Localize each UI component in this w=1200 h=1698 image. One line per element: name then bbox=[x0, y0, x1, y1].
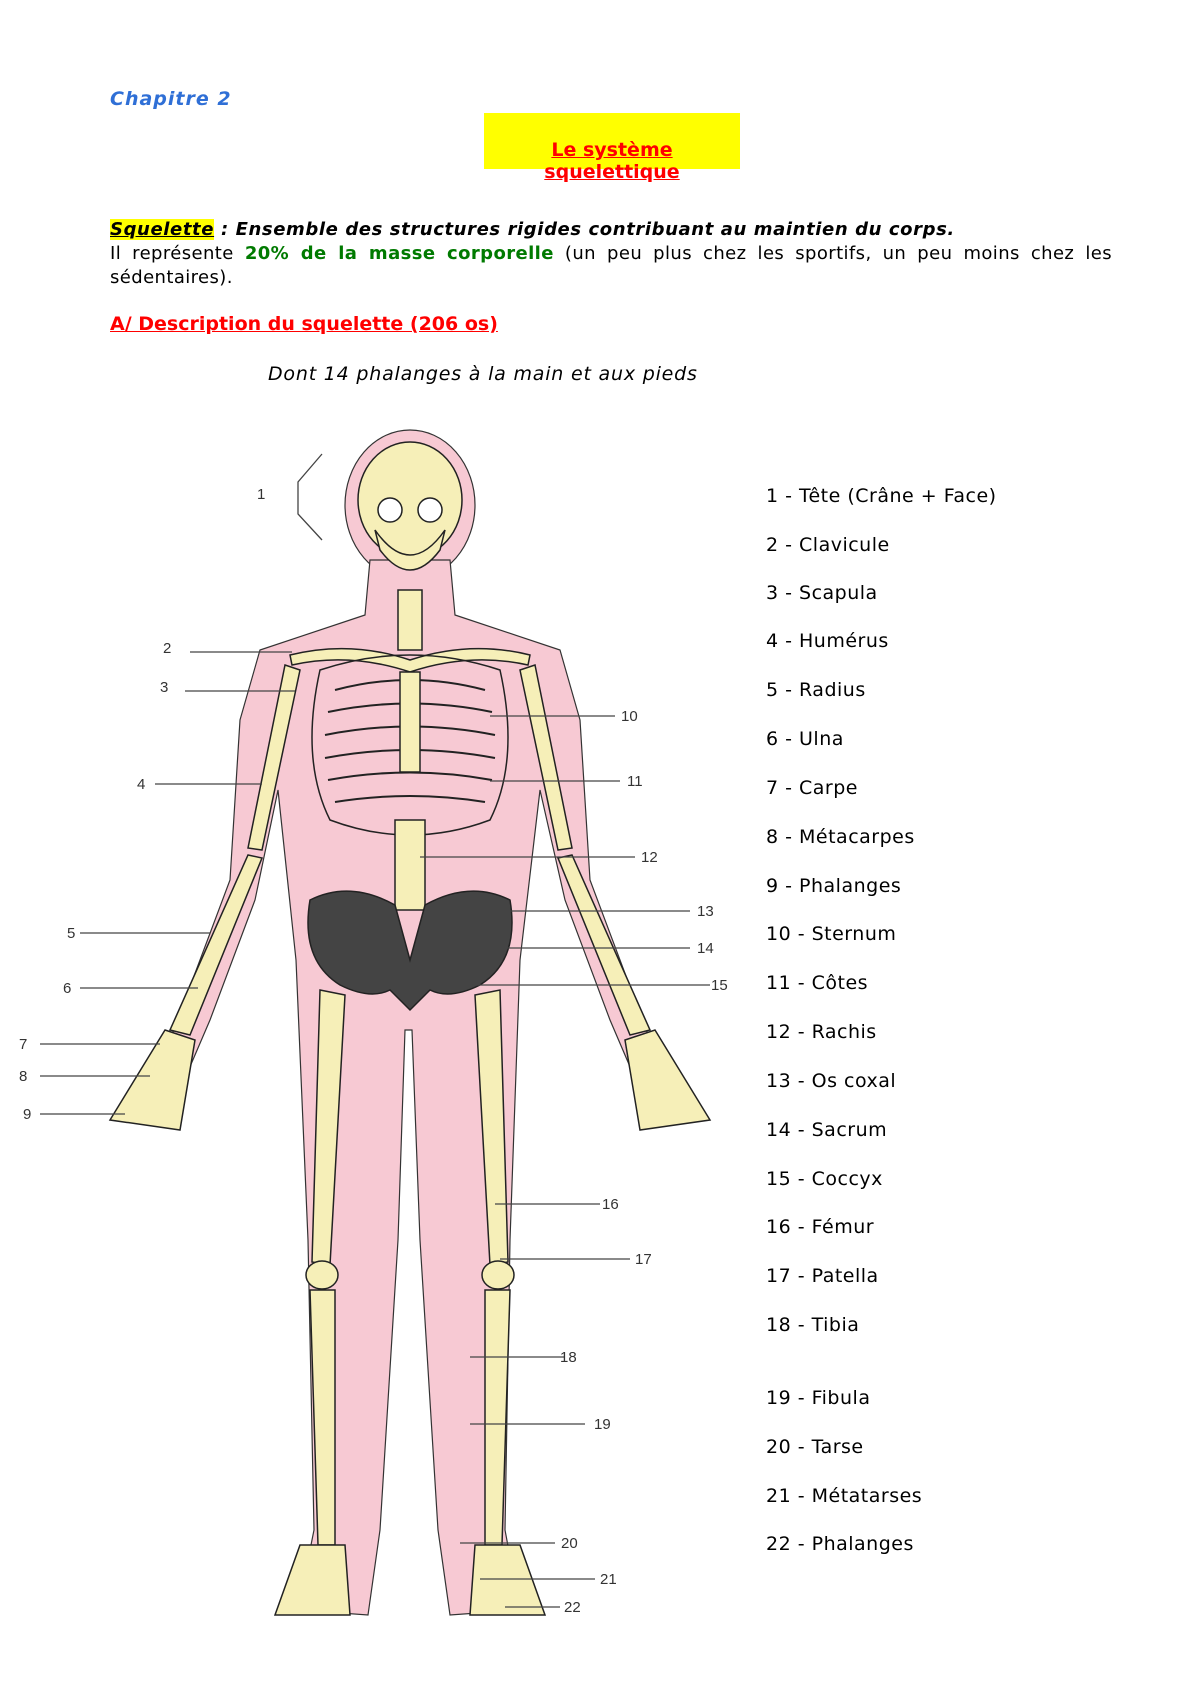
fig-num-1: 1 bbox=[257, 486, 266, 503]
skull bbox=[358, 442, 462, 558]
legend-item-1: 1 - Tête (Crâne + Face) bbox=[766, 485, 997, 507]
fig-num-18: 18 bbox=[560, 1349, 577, 1366]
chapter-label: Chapitre 2 bbox=[110, 88, 232, 110]
legend-item-12: 12 - Rachis bbox=[766, 1021, 877, 1043]
legend-item-6: 6 - Ulna bbox=[766, 728, 844, 750]
foot-right bbox=[470, 1545, 545, 1615]
definition-text: : Ensemble des structures rigides contribuant au maintien du corps. bbox=[214, 219, 955, 240]
fig-num-9: 9 bbox=[23, 1106, 32, 1123]
section-heading: A/ Description du squelette (206 os) bbox=[110, 313, 498, 335]
foot-left bbox=[275, 1545, 350, 1615]
fig-num-21: 21 bbox=[600, 1571, 617, 1588]
fig-num-2: 2 bbox=[163, 640, 172, 657]
skeleton-diagram bbox=[0, 420, 740, 1640]
patella-left bbox=[306, 1261, 338, 1289]
fig-num-22: 22 bbox=[564, 1599, 581, 1616]
hand-right bbox=[625, 1030, 710, 1130]
legend-item-3: 3 - Scapula bbox=[766, 582, 878, 604]
legend-item-5: 5 - Radius bbox=[766, 679, 866, 701]
fig-num-3: 3 bbox=[160, 679, 169, 696]
fig-num-11: 11 bbox=[627, 773, 643, 790]
legend-item-15: 15 - Coccyx bbox=[766, 1168, 883, 1190]
legend-item-4: 4 - Humérus bbox=[766, 630, 889, 652]
fig-num-10: 10 bbox=[621, 708, 638, 725]
para-highlight: 20% de la masse corporelle bbox=[244, 243, 554, 264]
legend-item-18: 18 - Tibia bbox=[766, 1314, 860, 1336]
legend-item-14: 14 - Sacrum bbox=[766, 1119, 888, 1141]
patella-right bbox=[482, 1261, 514, 1289]
page-title: Le système squelettique bbox=[544, 139, 680, 183]
legend-item-11: 11 - Côtes bbox=[766, 972, 869, 994]
sternum bbox=[400, 672, 420, 772]
legend-item-2: 2 - Clavicule bbox=[766, 534, 890, 556]
legend-item-9: 9 - Phalanges bbox=[766, 875, 902, 897]
legend-item-13: 13 - Os coxal bbox=[766, 1070, 897, 1092]
fig-num-5: 5 bbox=[67, 925, 76, 942]
fig-num-17: 17 bbox=[635, 1251, 652, 1268]
legend-item-22: 22 - Phalanges bbox=[766, 1533, 914, 1555]
forearm-left bbox=[170, 855, 262, 1035]
definition-term: Squelette bbox=[110, 219, 215, 240]
fig-num-19: 19 bbox=[594, 1416, 611, 1433]
definition-line bbox=[110, 219, 955, 240]
para-start: Il représente bbox=[110, 243, 245, 264]
legend-item-8: 8 - Métacarpes bbox=[766, 826, 915, 848]
fig-num-6: 6 bbox=[63, 980, 72, 997]
fig-num-16: 16 bbox=[602, 1196, 619, 1213]
legend-item-19: 19 - Fibula bbox=[766, 1387, 871, 1409]
legend-item-7: 7 - Carpe bbox=[766, 777, 858, 799]
legend-item-20: 20 - Tarse bbox=[766, 1436, 864, 1458]
lumbar-spine bbox=[395, 820, 425, 910]
fig-num-14: 14 bbox=[697, 940, 714, 957]
fig-num-12: 12 bbox=[641, 849, 658, 866]
fig-num-4: 4 bbox=[137, 776, 146, 793]
fig-num-20: 20 bbox=[561, 1535, 578, 1552]
legend-item-21: 21 - Métatarses bbox=[766, 1485, 923, 1507]
fig-num-7: 7 bbox=[19, 1036, 28, 1053]
forearm-right bbox=[558, 855, 650, 1035]
fig-num-15: 15 bbox=[711, 977, 728, 994]
legend-item-17: 17 - Patella bbox=[766, 1265, 879, 1287]
section-note: Dont 14 phalanges à la main et aux pieds bbox=[268, 363, 698, 385]
fig-num-13: 13 bbox=[697, 903, 714, 920]
legend-item-16: 16 - Fémur bbox=[766, 1216, 875, 1238]
hand-left bbox=[110, 1030, 195, 1130]
cervical-spine bbox=[398, 590, 422, 650]
para-end: (un peu plus chez les sportifs, un peu moins chez les sédentaires). bbox=[110, 243, 1112, 288]
fig-num-8: 8 bbox=[19, 1068, 28, 1085]
definition-paragraph bbox=[110, 242, 1112, 290]
tibia-right bbox=[485, 1290, 510, 1545]
legend-item-10: 10 - Sternum bbox=[766, 923, 897, 945]
